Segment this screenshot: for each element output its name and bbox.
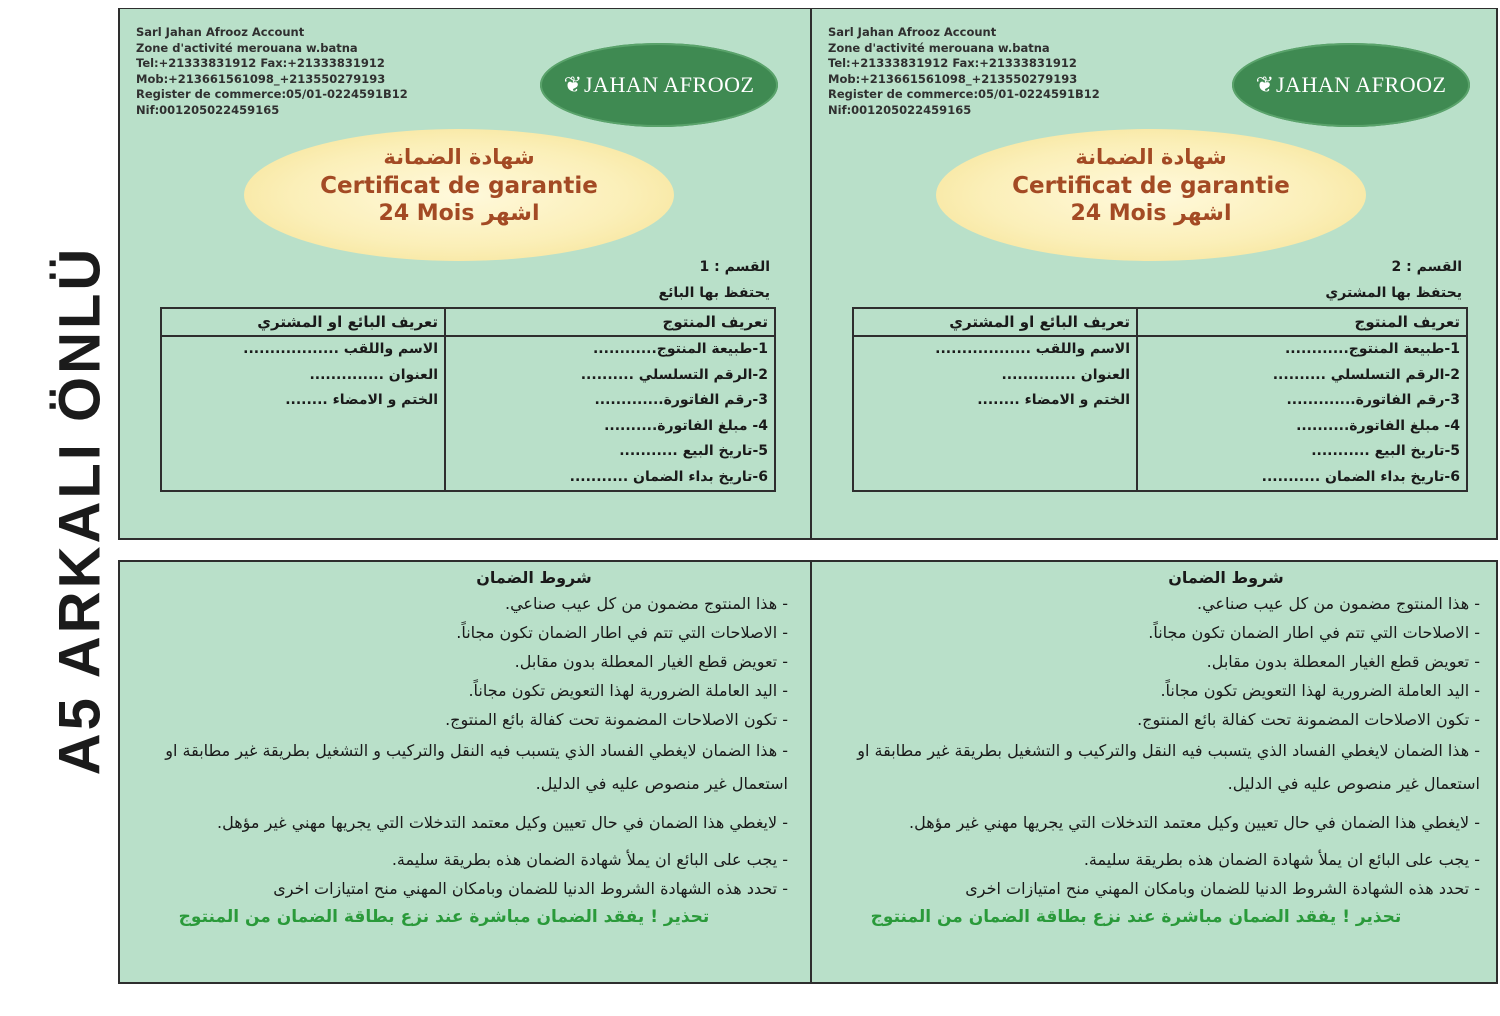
company-name: Sarl Jahan Afrooz Account <box>136 25 305 39</box>
party-fields <box>853 336 1137 491</box>
condition-item: - لايغطي هذا الضمان في حال تعيين وكيل معتمد التدخلات التي يجريها مهني غير مؤهل. <box>217 813 788 832</box>
party-header: تعريف البائع او المشتري <box>853 308 1137 336</box>
keeper-note: يحتفظ بها البائع <box>658 285 770 301</box>
company-mobile: Mob:+213661561098_+213550279193 <box>828 71 1078 86</box>
field-invoice-number[interactable]: 3-رقم الفاتورة............. <box>1286 392 1460 408</box>
certificate-title <box>244 129 674 261</box>
party-fields <box>161 336 445 491</box>
condition-item: - لايغطي هذا الضمان في حال تعيين وكيل معتمد التدخلات التي يجريها مهني غير مؤهل. <box>909 813 1480 832</box>
field-serial-number[interactable]: 2-الرقم التسلسلي .......... <box>580 366 768 383</box>
title-duration: 24 Mois اشهر <box>378 201 540 226</box>
company-register: Register de commerce:05/01-0224591B12 <box>136 87 408 102</box>
company-info <box>136 25 408 119</box>
side-label-text: A5 ARKALI ÖNLÜ <box>47 245 113 775</box>
title-duration: 24 Mois اشهر <box>1070 201 1232 226</box>
field-serial-number[interactable]: 2-الرقم التسلسلي .......... <box>1272 366 1460 383</box>
condition-item: - هذا الضمان لايغطي الفساد الذي يتسبب فيه النقل والتركيب و التشغيل بطريقة غير مطابقة او استعمال غير منصوص عليه في الدليل. <box>857 741 1480 793</box>
field-product-nature[interactable]: 1-طبيعة المنتوج............ <box>592 341 768 357</box>
condition-item: - تكون الاصلاحات المضمونة تحت كفالة بائع المنتوج. <box>1137 710 1480 729</box>
warning-text: تحذير ! يفقد الضمان مباشرة عند نزع بطاقة الضمان من المنتوج <box>178 907 710 927</box>
certificate-panel-buyer <box>812 9 1500 538</box>
field-invoice-number[interactable]: 3-رقم الفاتورة............. <box>594 392 768 408</box>
field-warranty-start[interactable]: 6-تاريخ بداء الضمان ........... <box>1261 468 1460 485</box>
company-address: Zone d'activité merouana w.batna <box>828 40 1050 55</box>
identification-table <box>852 307 1468 492</box>
field-invoice-amount[interactable]: 4- مبلغ الفاتورة.......... <box>604 417 768 434</box>
conditions-panel-left <box>120 562 808 982</box>
warning-text: تحذير ! يفقد الضمان مباشرة عند نزع بطاقة الضمان من المنتوج <box>870 907 1402 927</box>
back-sheet <box>118 560 1498 984</box>
section-number: القسم : 2 <box>1391 259 1462 275</box>
field-stamp-signature[interactable]: الختم و الامضاء ........ <box>977 392 1130 408</box>
product-header: تعريف المنتوج <box>445 308 775 336</box>
condition-item: - هذا الضمان لايغطي الفساد الذي يتسبب فيه النقل والتركيب و التشغيل بطريقة غير مطابقة او استعمال غير منصوص عليه في الدليل. <box>165 741 788 793</box>
company-nif: Nif:001205022459165 <box>828 102 972 117</box>
field-sale-date[interactable]: 5-تاريخ البيع ........... <box>619 443 768 459</box>
condition-item: - هذا المنتوج مضمون من كل عيب صناعي. <box>504 594 788 613</box>
field-warranty-start[interactable]: 6-تاريخ بداء الضمان ........... <box>569 468 768 485</box>
field-product-nature[interactable]: 1-طبيعة المنتوج............ <box>1284 341 1460 357</box>
condition-item: - تكون الاصلاحات المضمونة تحت كفالة بائع المنتوج. <box>445 710 788 729</box>
title-arabic: شهادة الضمانة <box>1075 145 1227 169</box>
company-logo <box>1232 43 1470 127</box>
field-sale-date[interactable]: 5-تاريخ البيع ........... <box>1311 443 1460 459</box>
field-full-name[interactable]: الاسم واللقب .................. <box>243 341 438 357</box>
conditions-title: شروط الضمان <box>476 568 592 587</box>
company-logo <box>540 43 778 127</box>
company-info <box>828 25 1100 119</box>
logo-text: JAHAN AFROOZ <box>1276 72 1447 97</box>
company-nif: Nif:001205022459165 <box>136 102 280 117</box>
identification-table <box>160 307 776 492</box>
field-stamp-signature[interactable]: الختم و الامضاء ........ <box>285 392 438 408</box>
flame-leaf-icon: ❦ <box>1255 72 1274 98</box>
product-header: تعريف المنتوج <box>1137 308 1467 336</box>
field-address[interactable]: العنوان .............. <box>309 366 438 383</box>
certificate-title <box>936 129 1366 261</box>
company-mobile: Mob:+213661561098_+213550279193 <box>136 71 386 86</box>
logo-text: JAHAN AFROOZ <box>584 72 755 97</box>
field-address[interactable]: العنوان .............. <box>1001 366 1130 383</box>
condition-item: - الاصلاحات التي تتم في اطار الضمان تكون مجاناً. <box>1148 623 1480 642</box>
title-french: Certificat de garantie <box>320 173 598 199</box>
company-tel: Tel:+21333831912 Fax:+21333831912 <box>828 56 1077 71</box>
page-side-label <box>40 10 120 1010</box>
condition-item: - اليد العاملة الضرورية لهذا التعويض تكون مجاناً. <box>468 681 788 700</box>
company-register: Register de commerce:05/01-0224591B12 <box>828 87 1100 102</box>
conditions-panel-right <box>812 562 1500 982</box>
condition-item: - تحدد هذه الشهادة الشروط الدنيا للضمان وبامكان المهني منح امتيازات اخرى <box>273 879 788 898</box>
condition-item: - اليد العاملة الضرورية لهذا التعويض تكون مجاناً. <box>1160 681 1480 700</box>
product-fields <box>445 336 775 491</box>
title-french: Certificat de garantie <box>1012 173 1290 199</box>
warranty-conditions <box>832 564 1480 927</box>
condition-item: - تعويض قطع الغيار المعطلة بدون مقابل. <box>514 652 788 671</box>
section-number: القسم : 1 <box>699 259 770 275</box>
title-arabic: شهادة الضمانة <box>383 145 535 169</box>
front-sheet <box>118 8 1498 540</box>
warranty-conditions <box>140 564 788 927</box>
condition-item: - تحدد هذه الشهادة الشروط الدنيا للضمان وبامكان المهني منح امتيازات اخرى <box>965 879 1480 898</box>
company-tel: Tel:+21333831912 Fax:+21333831912 <box>136 56 385 71</box>
condition-item: - يجب على البائع ان يملأ شهادة الضمان هذه بطريقة سليمة. <box>391 850 788 869</box>
condition-item: - تعويض قطع الغيار المعطلة بدون مقابل. <box>1206 652 1480 671</box>
condition-item: - الاصلاحات التي تتم في اطار الضمان تكون مجاناً. <box>456 623 788 642</box>
company-name: Sarl Jahan Afrooz Account <box>828 25 997 39</box>
keeper-note: يحتفظ بها المشتري <box>1325 285 1462 301</box>
flame-leaf-icon: ❦ <box>563 72 582 98</box>
party-header: تعريف البائع او المشتري <box>161 308 445 336</box>
company-address: Zone d'activité merouana w.batna <box>136 40 358 55</box>
certificate-panel-seller <box>120 9 808 538</box>
conditions-title: شروط الضمان <box>1168 568 1284 587</box>
field-full-name[interactable]: الاسم واللقب .................. <box>935 341 1130 357</box>
condition-item: - يجب على البائع ان يملأ شهادة الضمان هذه بطريقة سليمة. <box>1083 850 1480 869</box>
condition-item: - هذا المنتوج مضمون من كل عيب صناعي. <box>1196 594 1480 613</box>
product-fields <box>1137 336 1467 491</box>
field-invoice-amount[interactable]: 4- مبلغ الفاتورة.......... <box>1296 417 1460 434</box>
